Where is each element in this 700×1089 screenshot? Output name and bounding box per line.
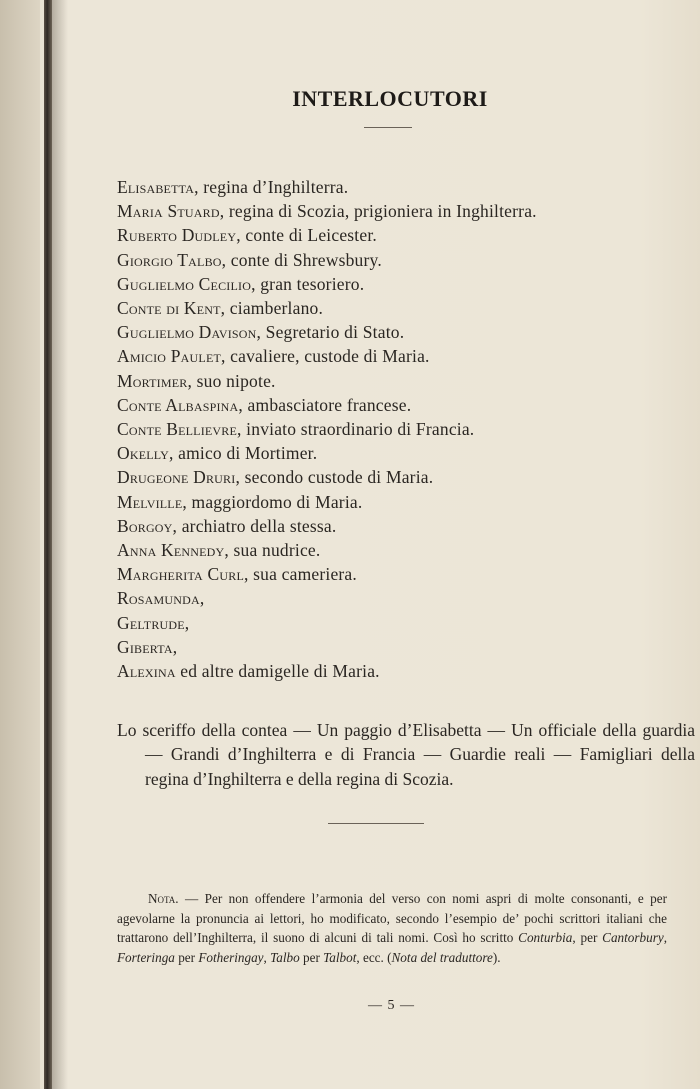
cast-item <box>117 199 537 223</box>
character-name: Geltrude <box>117 612 185 633</box>
character-name: Mortimer <box>117 370 188 391</box>
character-name: Amicio Paulet <box>117 346 221 367</box>
character-name: Giorgio Talbo <box>117 249 222 270</box>
cast-item <box>117 514 537 538</box>
character-description: , <box>172 636 178 657</box>
note-text: per <box>299 949 324 965</box>
cast-item <box>117 441 537 465</box>
character-description: , inviato straordinario di Francia. <box>237 419 475 440</box>
book-spine <box>44 0 52 1089</box>
character-description: , secondo custode di Maria. <box>235 467 434 488</box>
spine-shadow <box>52 0 68 1089</box>
cast-item <box>117 344 537 368</box>
note-attribution: Nota del traduttore <box>391 949 493 965</box>
cast-item <box>117 465 537 489</box>
character-name: Alexina <box>117 661 176 682</box>
character-name: Drugeone Druri <box>117 467 236 488</box>
character-description: , regina d’Inghilterra. <box>194 177 349 197</box>
character-name: Melville <box>117 491 183 512</box>
left-page-edge <box>0 0 40 1089</box>
translator-note <box>117 889 667 967</box>
character-description: , amico di Mortimer. <box>168 443 318 464</box>
character-name: Rosamunda <box>117 588 200 609</box>
cast-item <box>117 417 537 441</box>
cast-item <box>117 272 537 296</box>
cast-item <box>117 369 537 393</box>
character-description: , archiatro della stessa. <box>172 515 337 536</box>
cast-item <box>117 562 537 586</box>
cast-item <box>117 635 537 659</box>
note-text: — Per non offendere l’armonia del verso con nomi aspri di molte consonanti, e per agevolarne la pronuncia ai lettori, ho modificato, secondo l’esempio de’ pochi scrittori italiani che trattarono dell’Inghilterra, il suono di alcuni di tali nomi. Così ho scritto <box>117 891 667 946</box>
character-description: , suo nipote. <box>187 370 276 391</box>
note-text: , per <box>572 930 603 946</box>
cast-item <box>117 296 537 320</box>
character-name: Guglielmo Davison <box>117 322 257 343</box>
page-title: INTERLOCUTORI <box>292 86 488 111</box>
note-name: Fotheringay <box>198 949 264 965</box>
section-divider <box>328 823 424 824</box>
character-description: , cavaliere, custode di Maria. <box>221 346 430 367</box>
other-characters: Lo sceriffo della contea — Un paggio d’Elisabetta — Un officiale della guardia — Grandi d’Inghilterra e di Francia — Guardie reali — Famigliari della regina d’Inghilterra e della regina di Scozia. <box>117 719 695 789</box>
character-name: Elisabetta <box>117 177 195 197</box>
note-name: Conturbia <box>518 930 573 946</box>
character-name: Margherita Curl <box>117 564 244 585</box>
cast-item <box>117 586 537 610</box>
character-name: Conte Bellievre <box>117 419 238 440</box>
character-description: , conte di Leicester. <box>236 225 377 246</box>
page-number: — 5 — <box>368 998 415 1013</box>
note-label: Nota. <box>148 891 179 907</box>
character-description: , gran tesoriero. <box>251 273 365 294</box>
character-name: Conte di Kent <box>117 298 221 319</box>
cast-item <box>117 223 537 247</box>
character-description: , regina di Scozia, prigioniera in Inghilterra. <box>219 201 537 222</box>
cast-item <box>117 393 537 417</box>
cast-item <box>117 320 537 344</box>
cast-item <box>117 538 537 562</box>
character-description: , ciamberlano. <box>220 298 324 319</box>
cast-list <box>117 175 537 683</box>
cast-item <box>117 659 537 683</box>
character-name: Okelly <box>117 443 169 464</box>
cast-item <box>117 175 537 199</box>
character-description: , maggiordomo di Maria. <box>182 491 363 512</box>
cast-item <box>117 490 537 514</box>
note-name: Talbo <box>270 949 300 965</box>
character-description: , <box>199 588 205 609</box>
character-description: , ambasciatore francese. <box>238 394 412 415</box>
character-name: Giberta <box>117 636 173 657</box>
character-name: Borgoy <box>117 515 173 536</box>
note-name: Talbot <box>323 949 357 965</box>
character-description: , sua cameriera. <box>243 564 357 585</box>
note-text: , ecc. ( <box>356 949 392 965</box>
note-text: , <box>263 949 271 965</box>
character-description: , <box>184 612 190 633</box>
character-description: , sua nudrice. <box>224 540 321 561</box>
note-name: Cantorbury <box>602 930 664 946</box>
character-description: , Segretario di Stato. <box>256 322 405 343</box>
note-text: per <box>174 949 199 965</box>
character-description: ed altre damigelle di Maria. <box>175 661 380 682</box>
cast-item <box>117 248 537 272</box>
note-text: , <box>663 930 667 946</box>
title-divider <box>364 127 412 128</box>
note-name: Forteringa <box>117 949 175 965</box>
character-name: Anna Kennedy <box>117 540 225 561</box>
cast-item <box>117 611 537 635</box>
character-name: Maria Stuard <box>117 201 220 222</box>
character-name: Guglielmo Cecilio <box>117 273 252 294</box>
note-text: ). <box>492 949 501 965</box>
character-name: Ruberto Dudley <box>117 225 237 246</box>
character-name: Conte Albaspina <box>117 394 239 415</box>
character-description: , conte di Shrewsbury. <box>221 249 382 270</box>
